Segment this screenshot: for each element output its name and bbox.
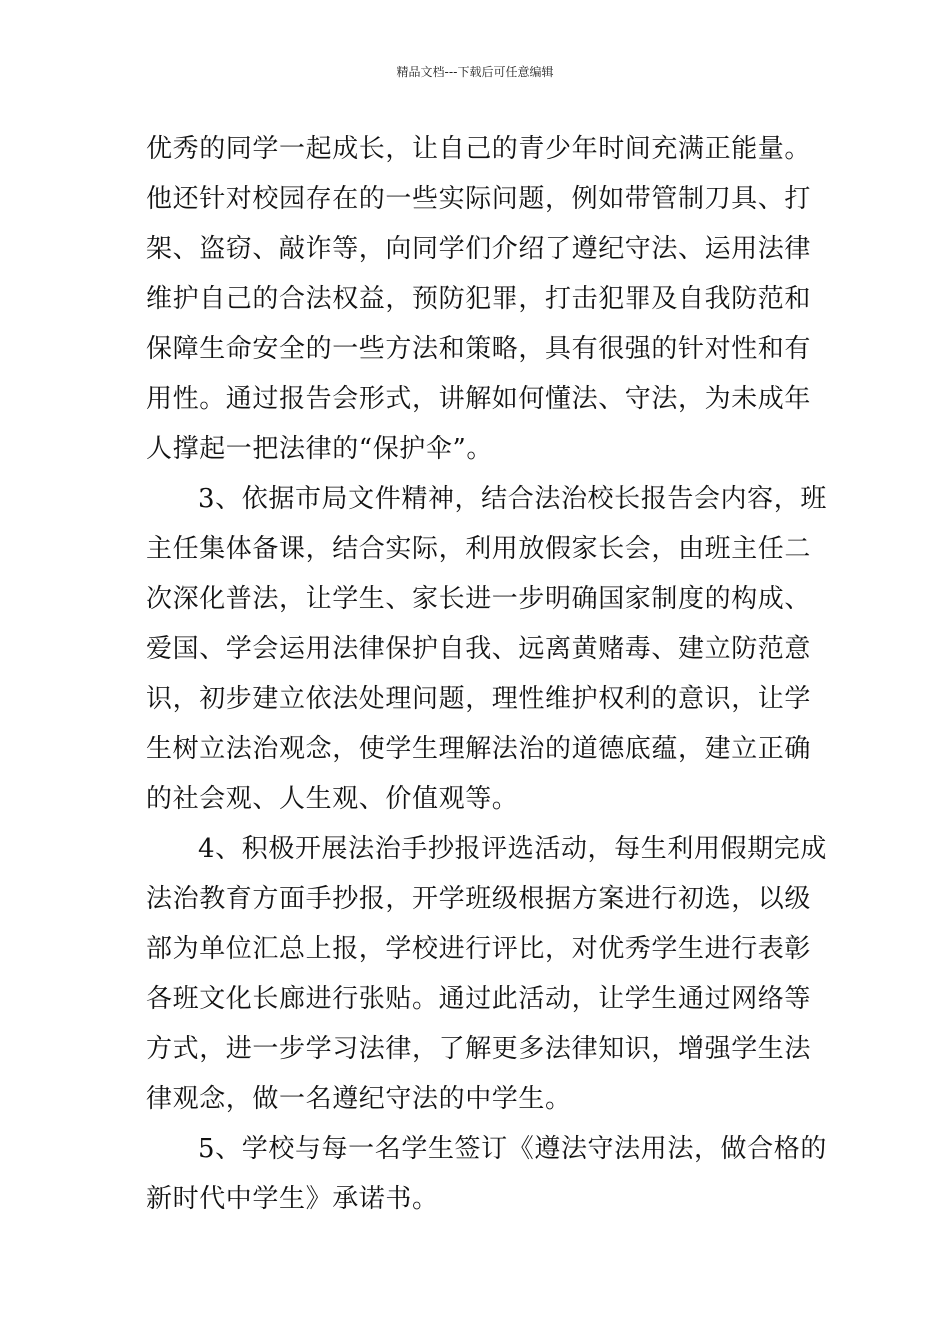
paragraph <box>146 474 827 824</box>
text-line: 法治教育方面手抄报，开学班级根据方案进行初选，以级 <box>146 884 812 914</box>
text-line: 律观念，做一名遵纪守法的中学生。 <box>146 1084 572 1114</box>
text-line: 方式，进一步学习法律，了解更多法律知识，增强学生法 <box>146 1034 812 1064</box>
text-line: 保障生命安全的一些方法和策略，具有很强的针对性和有 <box>146 334 812 364</box>
text-line: 部为单位汇总上报，学校进行评比，对优秀学生进行表彰 <box>146 934 812 964</box>
text-line: 各班文化长廊进行张贴。通过此活动，让学生通过网络等 <box>146 984 812 1014</box>
text-line: 3、依据市局文件精神，结合法治校长报告会内容，班 <box>198 484 827 514</box>
paragraph <box>146 124 810 474</box>
text-line: 他还针对校园存在的一些实际问题，例如带管制刀具、打 <box>146 184 812 214</box>
text-line: 维护自己的合法权益，预防犯罪，打击犯罪及自我防范和 <box>146 284 812 314</box>
text-line: 爱国、学会运用法律保护自我、远离黄赌毒、建立防范意 <box>146 634 812 664</box>
text-line: 4、积极开展法治手抄报评选活动，每生利用假期完成 <box>198 834 827 864</box>
text-line: 人撑起一把法律的“保护伞”。 <box>146 434 493 464</box>
text-line: 用性。通过报告会形式，讲解如何懂法、守法，为未成年 <box>146 384 812 414</box>
text-line: 识，初步建立依法处理问题，理性维护权利的意识，让学 <box>146 684 812 714</box>
text-line: 架、盗窃、敲诈等，向同学们介绍了遵纪守法、运用法律 <box>146 234 812 264</box>
text-line: 优秀的同学一起成长，让自己的青少年时间充满正能量。 <box>146 134 812 164</box>
text-line: 新时代中学生》承诺书。 <box>146 1184 439 1214</box>
text-line: 主任集体备课，结合实际，利用放假家长会，由班主任二 <box>146 534 812 564</box>
text-line: 生树立法治观念，使学生理解法治的道德底蕴，建立正确 <box>146 734 812 764</box>
paragraph <box>146 824 827 1124</box>
text-line: 5、学校与每一名学生签订《遵法守法用法，做合格的 <box>198 1134 827 1164</box>
text-line: 次深化普法，让学生、家长进一步明确国家制度的构成、 <box>146 584 812 614</box>
text-line: 的社会观、人生观、价值观等。 <box>146 784 519 814</box>
page-header: 精品文档---下载后可任意编辑 <box>396 65 554 79</box>
document-body <box>146 124 827 1224</box>
paragraph <box>146 1124 827 1224</box>
